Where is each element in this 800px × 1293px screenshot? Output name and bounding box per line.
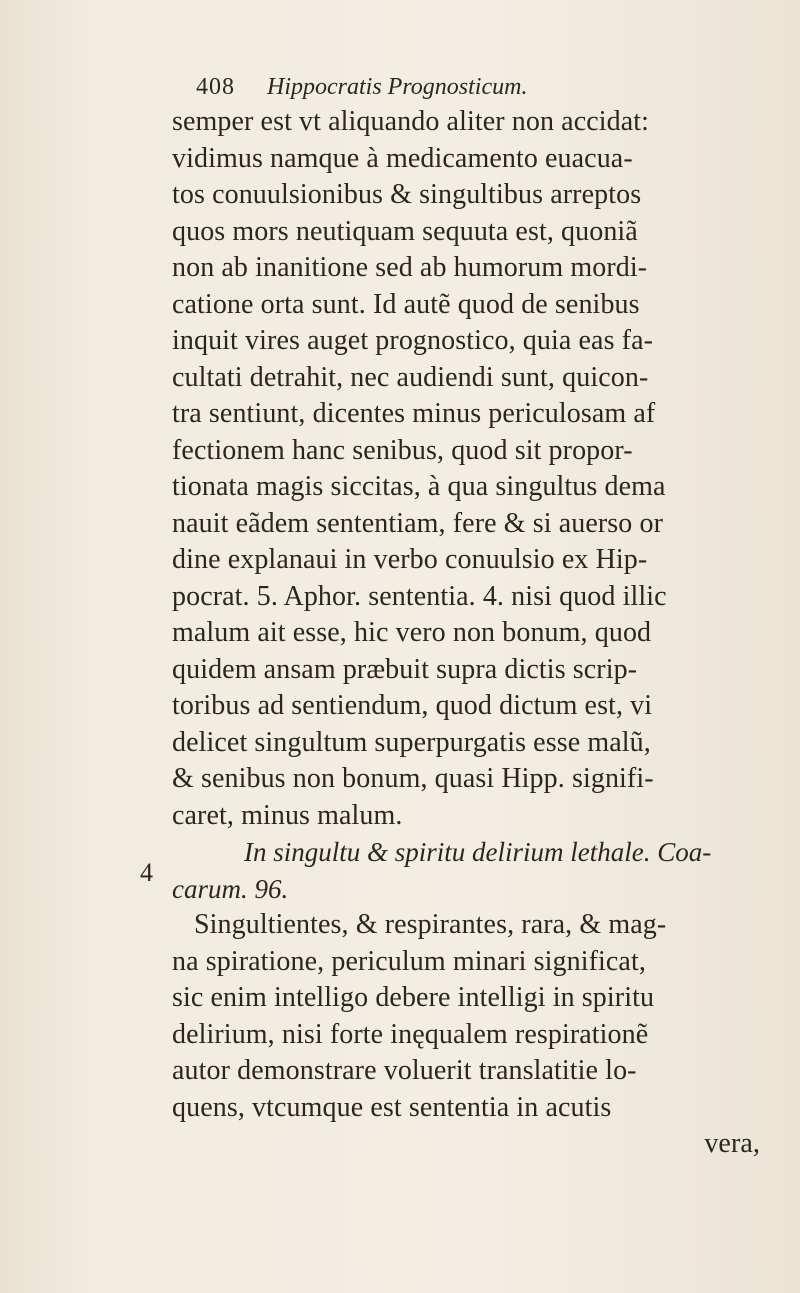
running-title: Hippocratis Prognosticum. — [267, 74, 528, 100]
text-line: tra sentiunt, dicentes minus periculosam af — [172, 398, 656, 429]
body-text — [172, 104, 772, 1163]
text-line: & senibus non bonum, quasi Hipp. signifi- — [172, 763, 654, 794]
text-line: dine explanaui in verbo conuulsio ex Hip- — [172, 544, 648, 575]
text-line: quidem ansam præbuit supra dictis scrip- — [172, 653, 638, 685]
text-line: malum ait esse, hic vero non bonum, quod — [172, 617, 652, 648]
text-line: tos conuulsionibus & singultibus arreptos — [172, 179, 642, 210]
text-line: nauit eãdem sententiam, fere & si auerso or — [172, 507, 664, 539]
text-line: toribus ad sentiendum, quod dictum est, vi — [172, 690, 653, 721]
text-line: semper est vt aliquando aliter non accidat: — [172, 106, 650, 137]
margin-note: 4 — [140, 858, 153, 887]
text-line: na spiratione, periculum minari significat, — [172, 945, 646, 977]
section-heading: In singultu & spiritu delirium lethale. Coa- — [244, 837, 712, 867]
text-line: quos mors neutiquam sequuta est, quoniã — [172, 215, 638, 247]
catchword: vera, — [704, 1128, 760, 1159]
text-line: autor demonstrare voluerit translatitie lo- — [172, 1055, 637, 1086]
text-line: catione orta sunt. Id autẽ quod de senibus — [172, 288, 640, 320]
text-line: non ab inanitione sed ab humorum mordi- — [172, 252, 648, 283]
text-line: vidimus namque à medicamento euacua- — [172, 142, 633, 174]
page-header — [196, 72, 756, 102]
section-heading-continued: carum. 96. — [172, 873, 289, 904]
text-line: inquit vires auget prognostico, quia eas fa- — [172, 325, 654, 356]
page-number: 408 — [196, 74, 235, 100]
text-line: fectionem hanc senibus, quod sit propor- — [172, 434, 633, 466]
text-line: delirium, nisi forte inęqualem respirationẽ — [172, 1018, 649, 1050]
text-line: sic enim intelligo debere intelligi in spiritu — [172, 982, 655, 1013]
text-line: delicet singultum superpurgatis esse malũ, — [172, 726, 651, 758]
text-line: caret, minus malum. — [172, 799, 403, 831]
text-line: pocrat. 5. Aphor. sententia. 4. nisi quod illic — [172, 580, 667, 612]
text-line: Singultientes, & respirantes, rara, & mag- — [194, 909, 667, 940]
text-line: tionata magis siccitas, à qua singultus dema — [172, 471, 666, 502]
text-line: cultati detrahit, nec audiendi sunt, quicon- — [172, 361, 649, 393]
text-line: quens, vtcumque est sententia in acutis — [172, 1091, 612, 1123]
